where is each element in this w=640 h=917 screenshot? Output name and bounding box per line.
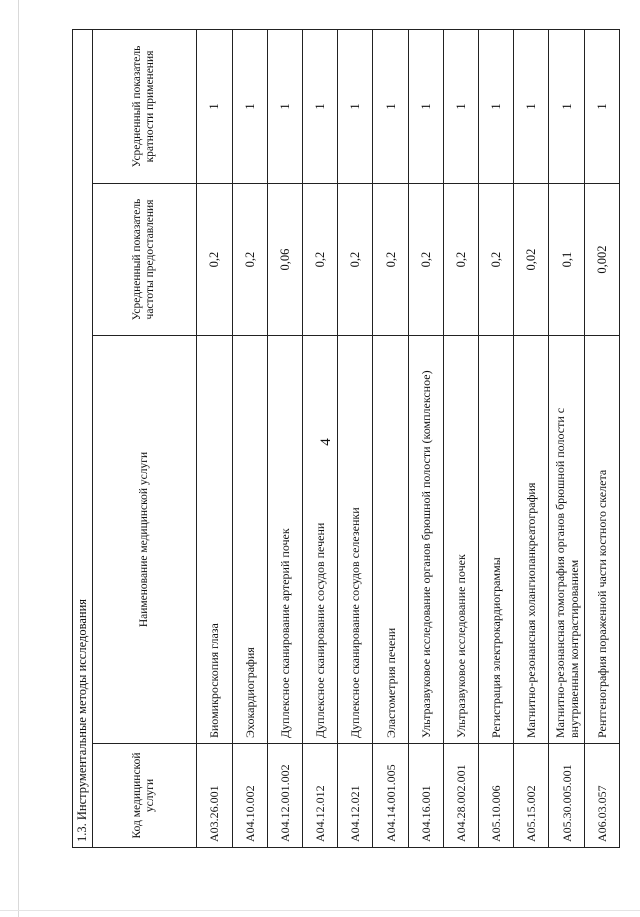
cell-name: Ультразвуковое исследование почек	[443, 336, 478, 744]
cell-multiplicity: 1	[197, 29, 232, 183]
rotated-document-area	[72, 30, 620, 848]
cell-multiplicity: 1	[267, 29, 302, 183]
cell-name: Дуплексное сканирование сосудов печени	[302, 336, 337, 744]
cell-frequency: 0,02	[514, 184, 549, 336]
cell-name: Регистрация электрокардиограммы	[479, 336, 514, 744]
scan-edge-bottom	[0, 910, 640, 911]
table-row	[584, 29, 619, 847]
cell-name: Дуплексное сканирование артерий почек	[267, 336, 302, 744]
table-row	[408, 29, 443, 847]
cell-name: Биомикроскопия глаза	[197, 336, 232, 744]
table-row	[232, 29, 267, 847]
table-row	[338, 29, 373, 847]
cell-name: Дуплексное сканирование сосудов селезенки	[338, 336, 373, 744]
cell-multiplicity: 1	[479, 29, 514, 183]
cell-name: Рентгенография пораженной части костного скелета	[584, 336, 619, 744]
cell-multiplicity: 1	[549, 29, 584, 183]
cell-frequency: 0,2	[302, 184, 337, 336]
cell-multiplicity: 1	[408, 29, 443, 183]
table-row	[549, 29, 584, 847]
header-name: Наименование медицинской услуги	[92, 336, 197, 744]
cell-frequency: 0,002	[584, 184, 619, 336]
cell-name: Эластометрия печени	[373, 336, 408, 744]
table-row	[479, 29, 514, 847]
cell-frequency: 0,06	[267, 184, 302, 336]
cell-multiplicity: 1	[443, 29, 478, 183]
table-header-row	[92, 29, 197, 847]
services-table	[72, 29, 620, 848]
cell-multiplicity: 1	[373, 29, 408, 183]
table-row	[197, 29, 232, 847]
rotated-table-container	[72, 30, 620, 848]
page-number: 4	[318, 438, 334, 446]
table-row	[267, 29, 302, 847]
header-frequency: Усредненный показатель частоты предоставления	[92, 184, 197, 336]
table-row	[373, 29, 408, 847]
cell-code: A05.10.006	[479, 744, 514, 848]
cell-name: Ультразвуковое исследование органов брюшной полости (комплексное)	[408, 336, 443, 744]
cell-frequency: 0,2	[338, 184, 373, 336]
cell-multiplicity: 1	[232, 29, 267, 183]
table-row	[443, 29, 478, 847]
cell-frequency: 0,2	[408, 184, 443, 336]
cell-name: Эхокардиография	[232, 336, 267, 744]
cell-code: A04.10.002	[232, 744, 267, 848]
cell-multiplicity: 1	[584, 29, 619, 183]
cell-multiplicity: 1	[338, 29, 373, 183]
cell-frequency: 0,2	[443, 184, 478, 336]
header-multiplicity: Усредненный показатель кратности применения	[92, 29, 197, 183]
cell-code: A03.26.001	[197, 744, 232, 848]
cell-code: A05.30.005.001	[549, 744, 584, 848]
cell-multiplicity: 1	[302, 29, 337, 183]
header-code: Код медицинской услуги	[92, 744, 197, 848]
cell-code: A05.15.002	[514, 744, 549, 848]
section-title-row	[73, 29, 93, 847]
cell-code: A04.12.001.002	[267, 744, 302, 848]
cell-code: A04.16.001	[408, 744, 443, 848]
table-row	[514, 29, 549, 847]
cell-name: Магнитно-резонансная томография органов брюшной полости с внутривенным контрастированием	[549, 336, 584, 744]
table-row	[302, 29, 337, 847]
section-title: 1.3. Инструментальные методы исследования	[73, 29, 93, 847]
cell-code: A04.14.001.005	[373, 744, 408, 848]
cell-name: Магнитно-резонансная холангиопанкреатография	[514, 336, 549, 744]
cell-frequency: 0,2	[479, 184, 514, 336]
cell-frequency: 0,1	[549, 184, 584, 336]
cell-frequency: 0,2	[232, 184, 267, 336]
cell-frequency: 0,2	[373, 184, 408, 336]
cell-frequency: 0,2	[197, 184, 232, 336]
cell-code: A06.03.057	[584, 744, 619, 848]
cell-multiplicity: 1	[514, 29, 549, 183]
cell-code: A04.28.002.001	[443, 744, 478, 848]
cell-code: A04.12.012	[302, 744, 337, 848]
cell-code: A04.12.021	[338, 744, 373, 848]
scan-edge-left	[18, 0, 19, 917]
